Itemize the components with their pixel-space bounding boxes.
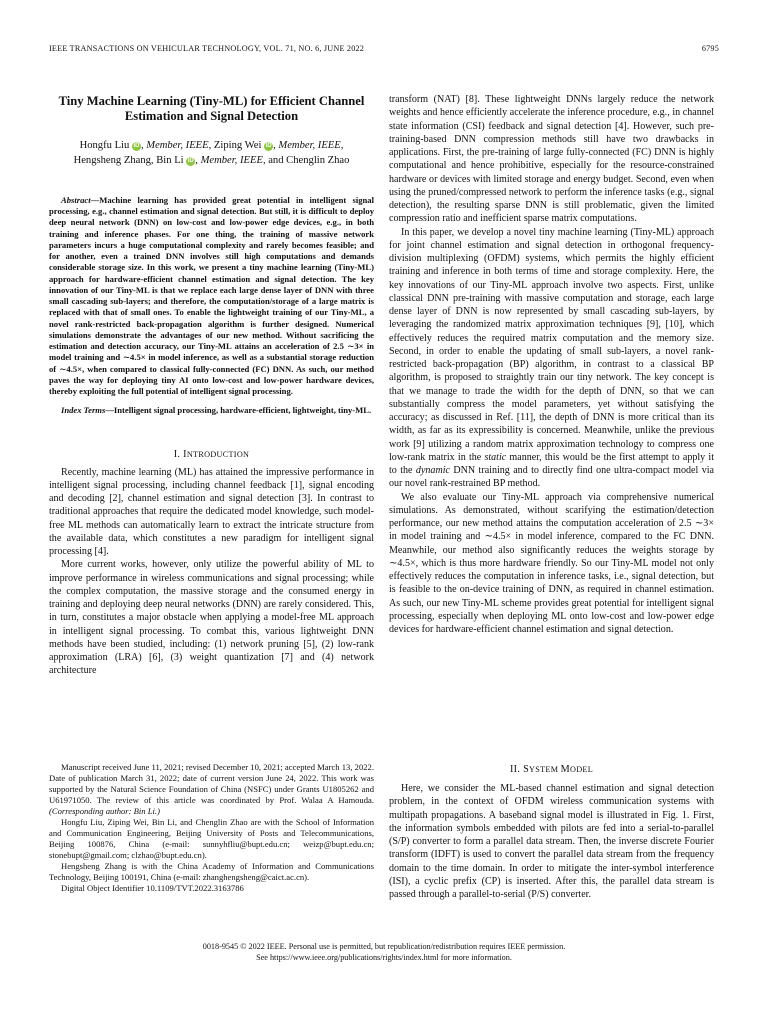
body-paragraph: We also evaluate our Tiny-ML approach via comprehensive numerical simulations. As demonstrated, without scarifying the estimation/detection performance, our new method attains the computation acceleration of 2.5 ∼3× in model training and ∼4.5× in model inference, compared to the FC DNN. Meanwhile, our method also significantly reduces the weights storage by ∼4.5×, which is thus more hardware friendly. So our Tiny-ML model not only effectively reduces the computation in inference tasks, i.e., signal detection, but is feasible to the on-device training of DNN, as required in channel estimation. As such, our new Tiny-ML scheme provides great potential for intelligent signal processing, especially when deploying ML onto low-cost and low-power edge devices for hardware-efficient channel estimation and signal detection. (389, 491, 714, 635)
section-title-rest: NTRODUCTION (186, 449, 250, 459)
abstract (49, 195, 374, 398)
doi: Digital Object Identifier 10.1109/TVT.2022.3163786 (61, 883, 244, 893)
affiliation-note: Hongfu Liu, Ziping Wei, Bin Li, and Chenglin Zhao are with the School of Information and Communication Engineering, Beijing University of Posts and Telecommunications, Beijing 100876, China (e-mail: sunnyhfliu@bupt.edu.cn; weizp@bupt.edu.cn; stonebupt@gmail.com; clzhao@bupt.edu.cn). (49, 817, 374, 860)
body-text-segment: DNN training and to directly find one ultra-compact model via our novel rank-restrained BP method. (389, 465, 714, 490)
section-title-initial: S (523, 764, 530, 775)
author-name: Hengsheng Zhang, Bin Li (73, 155, 184, 167)
body-paragraph (389, 226, 714, 491)
affiliation-note: Hengsheng Zhang is with the China Academy of Information and Communications Technology, Beijing 100191, China (e-mail: zhanghengsheng@caict.ac.cn). (49, 861, 374, 882)
abstract-text: —Machine learning has provided great potential in intelligent signal processing, e.g., channel estimation and signal detection. But still, it is difficult to deploy deep neural network (DNN) on low-cost and low-power edge devices, e.g., in both training and inference phases. For one thing, the training of massive network parameters incurs a huge computational complexity and rarely becomes feasible; and for another, even a trained DNN involves still high computations and demands considerable storage size. In this work, we present a tiny machine learning (Tiny-ML) approach for hardware-efficient channel estimation and signal detection. The key innovation of our Tiny-ML is that we replace each large dense layer of DNN with three small cascading sub-layers; and therefore, the computation/storage of a large matrix is replaced with that of small ones. To enable the lightweight training of our Tiny-ML, a novel rank-restricted back-propagation algorithm is further designed. Numerical simulations demonstrate the advantages of our new method. Without sacrificing the estimation and detection accuracy, our Tiny-ML attains an acceleration of 2.5 ∼3× in model training and ∼4.5× in model inference, as well as a substantial storage reduction of ∼4.5×, when compared to classical fully-connected (FC) DNN. As such, our method paves the way for deploying tiny AI onto low-cost and low-power hardware devices, thereby exploiting the full potential of intelligent signal processing. (49, 194, 374, 397)
copyright-notice (0, 941, 768, 963)
emphasis-dynamic: dynamic (415, 465, 450, 476)
index-terms-label: Index Terms (61, 405, 106, 416)
paper-title: Tiny Machine Learning (Tiny-ML) for Efficient Channel Estimation and Signal Detection (58, 94, 365, 124)
section-heading-system-model (389, 764, 714, 775)
intro-paragraph: Recently, machine learning (ML) has attained the impressive performance in intelligent signal processing, including channel feedback [1], signal encoding and decoding [2], channel estimation and signal detection [3]. In contrast to traditional approaches that require the dedicated model knowledge, such model-free ML methods can automatically learn to extract the intricate structure from the available data, which constitutes a new paradigm for intelligent signal processing [4]. (49, 466, 374, 558)
orcid-icon[interactable]: iD (133, 142, 140, 149)
author-name: , and Chenglin Zhao (262, 155, 350, 167)
manuscript-dates: Manuscript received June 11, 2021; revised December 10, 2021; accepted March 13, 2022. Date of publication March 31, 2022; date of current version June 24, 2022. This work was supported by the Natural Science Foundation of China (NSFC) under Grants U1805262 and U61971050. The review of this article was coordinated by Prof. Walaa A Hamouda. (49, 762, 374, 805)
emphasis-static: static (484, 451, 507, 463)
orcid-icon[interactable]: iD (265, 142, 272, 149)
section-number: I. (173, 448, 181, 460)
orcid-icon[interactable]: iD (187, 158, 194, 165)
section-title-rest: YSTEM (529, 765, 561, 774)
page-number: 6795 (701, 44, 719, 53)
system-model-section (389, 782, 714, 901)
copyright-line: 0018-9545 © 2022 IEEE. Personal use is permitted, but republication/redistribution requires IEEE permission. (202, 942, 566, 951)
journal-name: IEEE TRANSACTIONS ON VEHICULAR TECHNOLOGY, VOL. 71, NO. 6, JUNE 2022 (49, 44, 365, 53)
left-column (49, 92, 374, 678)
first-page-footnote (49, 762, 374, 894)
section-title-initial: M (560, 764, 570, 775)
system-model-paragraph: Here, we consider the ML-based channel estimation and signal detection problem, in the context of OFDM wireless communication systems with multipath propagations. A baseband signal model is illustrated in Fig. 1. First, the information symbols embedded with pilots are fed into a serial-to-parallel (S/P) converter to form a parallel data stream. Then, the inverse discrete Fourier transform (IDFT) is used to convert the parallel data stream from the frequency domain to the time domain. In order to mitigate the inter-symbol interference (ISI), a cyclic prefix (CP) is inserted. After this, the parallel data stream is passed through a parallel-to-serial (P/S) converter. (389, 783, 714, 900)
corresponding-author: (Corresponding author: Bin Li.) (49, 806, 160, 816)
author-membership: , Member, IEEE (273, 139, 341, 151)
author-separator: , (340, 139, 344, 151)
intro-paragraph: More current works, however, only utilize the powerful ability of ML to improve performance in wireless communications and signal processing; while the complex computation, the massive storage and the consumed energy in training and deploying deep neural networks (DNN) are rarely considered. This, in turn, constitutes a major obstacle when applying a model-free ML approach in intelligent signal processing. To combat this, various lightweight DNN methods have been studied, including: (1) network pruning [5], (2) low-rank approximation (LRA) [6], (3) weight quantization [7] and (4) network architecture (49, 559, 374, 677)
index-terms-text: —Intelligent signal processing, hardware-efficient, lightweight, tiny-ML. (105, 405, 372, 416)
section-heading-introduction (49, 449, 374, 460)
right-column (389, 93, 714, 636)
body-paragraph: transform (NAT) [8]. These lightweight DNNs largely reduce the network weights and hence efficiently accelerate the inference procedure, e.g., in channel state information (CSI) feedback and signal detection [4]. However, such pre-training-based DNN compression methods still have two drawbacks in applications. First, the pre-training of large fully-connected (FC) DNN is highly computational and hence prohibitive, especially for the resource-constrained hardware or devices with limited storage and energy budget. Second, even when using the pruned/compressed network to perform the inference tasks (e.g., signal detection), the resulting sparse DNN is still problematic, given the limited compression ratio and inefficient sparse matrix computations. (389, 94, 714, 225)
rights-link[interactable]: See https://www.ieee.org/publications/rights/index.html for more information. (256, 953, 512, 962)
author-name: , Ziping Wei (208, 139, 262, 151)
body-text-segment: manner, this would be the first attempt to apply it to the (389, 451, 714, 476)
author-name: Hongfu Liu (79, 139, 130, 151)
index-terms (49, 405, 374, 416)
manuscript-note (49, 762, 374, 817)
section-title-initial: I (183, 448, 187, 460)
author-membership: , Member, IEEE (140, 139, 209, 151)
section-number: II. (509, 764, 521, 775)
body-text-segment: In this paper, we develop a novel tiny machine learning (Tiny-ML) approach for joint channel estimation and signal detection in orthogonal frequency-division multiplexing (OFDM) systems, which permits the highly efficient training and inference in both terms of time and storage complexity. Here, the key innovations of our Tiny-ML approach involve two aspects. First, unlike classical DNN pre-training with massive computation and storage, each large dense layer of DNN is now represented by small cascading sub-layers, by leveraging the randomized matrix approximation techniques [9], [10], which effectively reduces the required matrix computation and the memory size. Second, in order to enable the updating of small sub-layers, a novel rank-restricted back-propagation (BP) algorithm, in contrast to a classical BP algorithm, is proposed to straightly train our tiny network. The key concept is that we manage to trade the width for the depth of DNN, so that we can substantially compress the model parameters, yet without satisfying the accuracy; as discussed in Ref. [11], the depth of DNN is more critical than its width, as far as its expressibility is concerned. Meanwhile, unlike the previous work [9] utilizing a random matrix approximation technology to compress one low-rank matrix in the (389, 226, 714, 463)
abstract-label: Abstract (61, 194, 91, 205)
author-membership: , Member, IEEE (195, 155, 263, 167)
running-head (49, 44, 719, 53)
author-list (49, 138, 374, 169)
section-title-rest: ODEL (570, 765, 594, 774)
